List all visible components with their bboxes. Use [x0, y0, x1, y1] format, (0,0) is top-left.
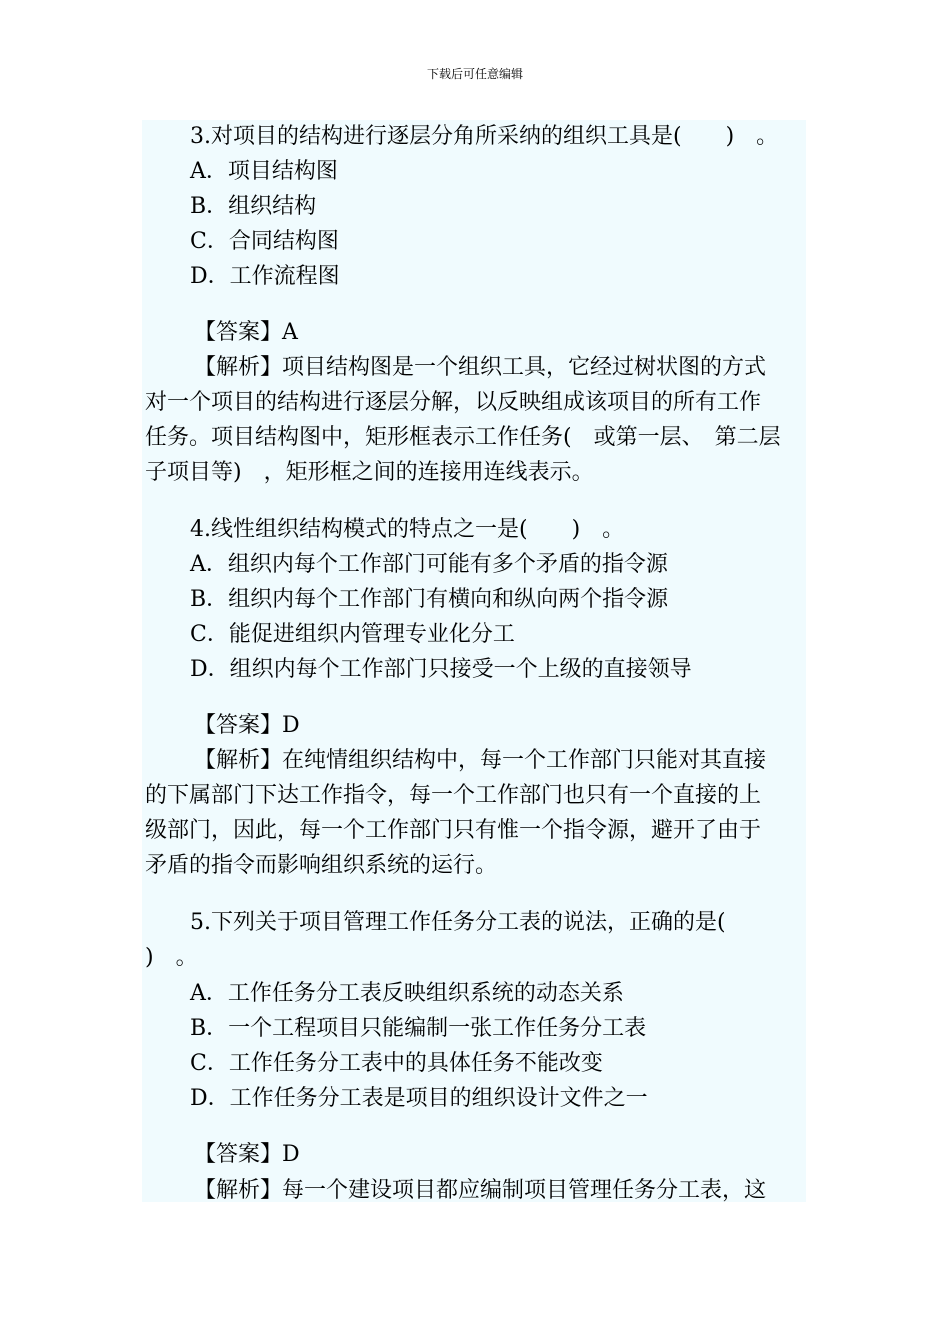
question-4-answer: 【答案】D — [194, 713, 300, 738]
question-5-option-b: B．一个工程项目只能编制一张工作任务分工表 — [190, 1016, 647, 1041]
question-3-option-a: A．项目结构图 — [190, 159, 338, 184]
question-5-option-a: A．工作任务分工表反映组织系统的动态关系 — [190, 981, 624, 1006]
question-4-analysis-line: 的下属部门下达工作指令，每一个工作部门也只有一个直接的上 — [145, 783, 762, 808]
question-4-stem: 4.线性组织结构模式的特点之一是( ) 。 — [190, 517, 625, 542]
question-3-answer: 【答案】A — [194, 320, 298, 345]
question-3-analysis-line: 子项目等) ，矩形框之间的连接用连线表示。 — [145, 460, 594, 485]
question-5-stem: 5.下列关于项目管理工作任务分工表的说法，正确的是( — [190, 910, 726, 935]
question-4-option-a: A．组织内每个工作部门可能有多个矛盾的指令源 — [190, 552, 668, 577]
question-4-analysis-line: 矛盾的指令而影响组织系统的运行。 — [145, 853, 498, 878]
question-4-option-d: D．组织内每个工作部门只接受一个上级的直接领导 — [190, 657, 692, 682]
question-5-analysis-line: 【解析】每一个建设项目都应编制项目管理任务分工表，这 — [194, 1178, 767, 1203]
question-5-option-c: C．工作任务分工表中的具体任务不能改变 — [190, 1051, 603, 1076]
question-3-option-c: C．合同结构图 — [190, 229, 339, 254]
question-4-option-c: C．能促进组织内管理专业化分工 — [190, 622, 515, 647]
question-3-option-b: B．组织结构 — [190, 194, 317, 219]
question-3-analysis-line: 对一个项目的结构进行逐层分解，以反映组成该项目的所有工作 — [145, 390, 762, 415]
question-3-analysis-line: 【解析】项目结构图是一个组织工具，它经过树状图的方式 — [194, 355, 767, 380]
question-5-option-d: D．工作任务分工表是项目的组织设计文件之一 — [190, 1086, 648, 1111]
question-4-analysis-line: 【解析】在纯情组织结构中，每一个工作部门只能对其直接 — [194, 748, 767, 773]
page-header: 下载后可任意编辑 — [426, 67, 523, 81]
question-3-analysis-line: 任务。项目结构图中，矩形框表示工作任务( 或第一层、 第二层 — [145, 425, 781, 450]
question-3-stem: 3.对项目的结构进行逐层分角所采纳的组织工具是( ) 。 — [190, 124, 779, 149]
question-4-option-b: B．组织内每个工作部门有横向和纵向两个指令源 — [190, 587, 669, 612]
question-4-analysis-line: 级部门，因此，每一个工作部门只有惟一个指令源，避开了由于 — [145, 818, 762, 843]
question-3-option-d: D．工作流程图 — [190, 264, 340, 289]
question-5-stem-continuation: ) 。 — [145, 945, 198, 970]
question-5-answer: 【答案】D — [194, 1142, 300, 1167]
